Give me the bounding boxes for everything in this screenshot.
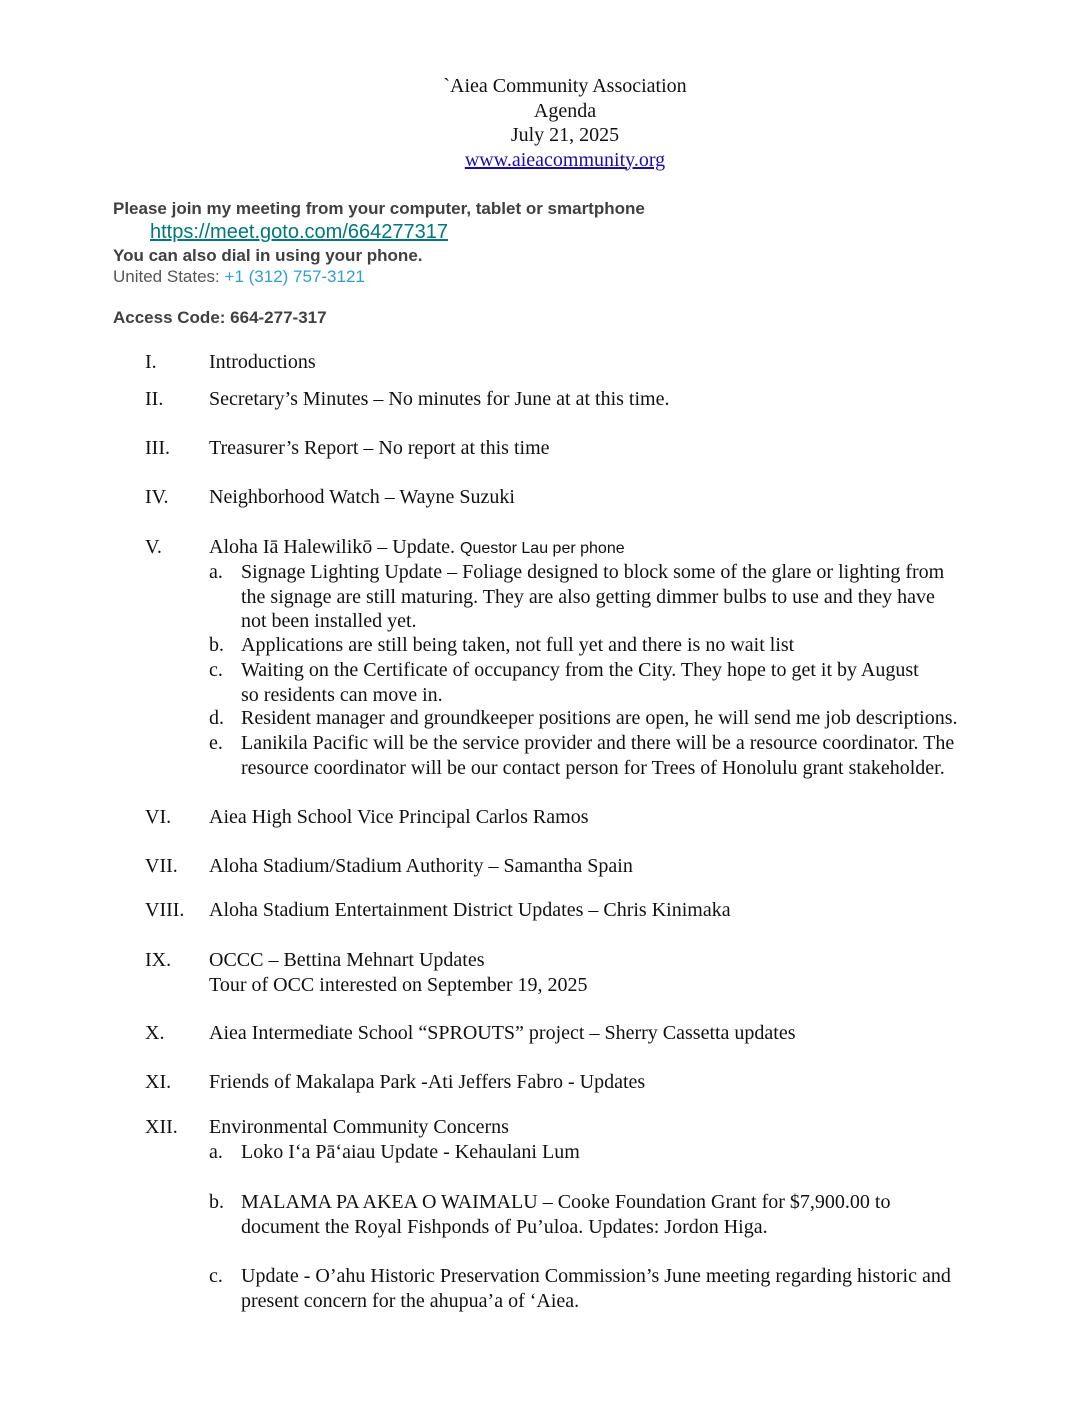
sub-line: present concern for the ahupua’a of ‘Aiea. [241,1289,580,1312]
sub-line: Resident manager and groundkeeper positions are open, he will send me job descriptions. [241,707,958,729]
item-number: VII. [145,855,178,877]
sub-letter: b. [209,634,224,656]
join-text: Please join my meeting from your computer, tablet or smartphone [113,199,645,218]
sub-line: Signage Lighting Update – Foliage designed to block some of the glare or lighting from [241,561,945,583]
sub-line: Lanikila Pacific will be the service provider and there will be a resource coordinator. The [241,732,955,754]
access-code: Access Code: 664-277-317 [113,308,327,327]
item-text: Neighborhood Watch – Wayne Suzuki [209,486,515,508]
item-number: VI. [145,806,172,828]
meeting-date: July 21, 2025 [510,124,620,146]
item-text: Aloha Iā Halewilikō – Update. [209,536,456,558]
document-header [0,74,1088,172]
sub-letter: e. [209,732,223,754]
sub-line: Waiting on the Certificate of occupancy from the City. They hope to get it by August [241,659,919,681]
sub-line: document the Royal Fishponds of Pu’uloa. Updates: Jordon Higa. [241,1215,768,1238]
phone-country: United States: [113,267,220,286]
item-text: Aiea Intermediate School “SPROUTS” project – Sherry Cassetta updates [209,1022,796,1044]
item-number: XI. [145,1071,172,1093]
sub-line: Loko Iʻa Pāʻaiau Update - Kehaulani Lum [241,1141,580,1163]
item-text: Friends of Makalapa Park -Ati Jeffers Fabro - Updates [209,1071,646,1093]
sub-line: resource coordinator will be our contact person for Trees of Honolulu grant stakeholder. [241,756,945,779]
sub-line: MALAMA PA AKEA O WAIMALU – Cooke Foundation Grant for $7,900.00 to [241,1191,891,1213]
item-text-2: Tour of OCC interested on September 19, 2025 [209,973,588,996]
sub-letter: b. [209,1191,224,1213]
item-number: X. [145,1022,165,1044]
item-number: V. [145,536,162,558]
org-name: `Aiea Community Association [443,75,687,97]
item-text: Aloha Stadium Entertainment District Updates – Chris Kinimaka [209,899,731,921]
item-number: II. [145,388,164,410]
dial-text: You can also dial in using your phone. [113,246,423,265]
item-number: IX. [145,949,172,971]
sub-letter: d. [209,707,224,729]
sub-line: Applications are still being taken, not full yet and there is no wait list [241,634,795,656]
meeting-link[interactable]: https://meet.goto.com/664277317 [150,221,448,243]
item-number: XII. [145,1116,178,1138]
phone-line [113,266,645,288]
item-number: VIII. [145,899,185,921]
item-text: Introductions [209,351,316,373]
sub-line: so residents can move in. [241,683,443,706]
item-text: Secretary’s Minutes – No minutes for June at at this time. [209,388,670,410]
sub-letter: c. [209,659,223,681]
sub-line: the signage are still maturing. They are also getting dimmer bulbs to use and they have [241,585,935,608]
website-link[interactable]: www.aieacommunity.org [464,148,666,171]
sub-letter: c. [209,1265,223,1287]
sub-line: not been installed yet. [241,610,417,632]
item-text: Aloha Stadium/Stadium Authority – Samantha Spain [209,855,633,877]
item-text: Aiea High School Vice Principal Carlos Ramos [209,806,589,828]
sub-letter: a. [209,1141,223,1163]
sub-letter: a. [209,561,223,583]
phone-number[interactable]: +1 (312) 757-3121 [224,267,365,286]
item-number: I. [145,351,157,373]
item-text: Environmental Community Concerns [209,1116,509,1138]
item-number: III. [145,437,170,459]
item-text: Treasurer’s Report – No report at this time [209,437,550,459]
item-note: Questor Lau per phone [460,540,625,557]
sub-line: Update - O’ahu Historic Preservation Commission’s June meeting regarding historic and [241,1265,951,1287]
item-number: IV. [145,486,169,508]
meeting-info [113,198,645,288]
item-text: OCCC – Bettina Mehnart Updates [209,949,485,971]
document-title: Agenda [533,99,597,122]
